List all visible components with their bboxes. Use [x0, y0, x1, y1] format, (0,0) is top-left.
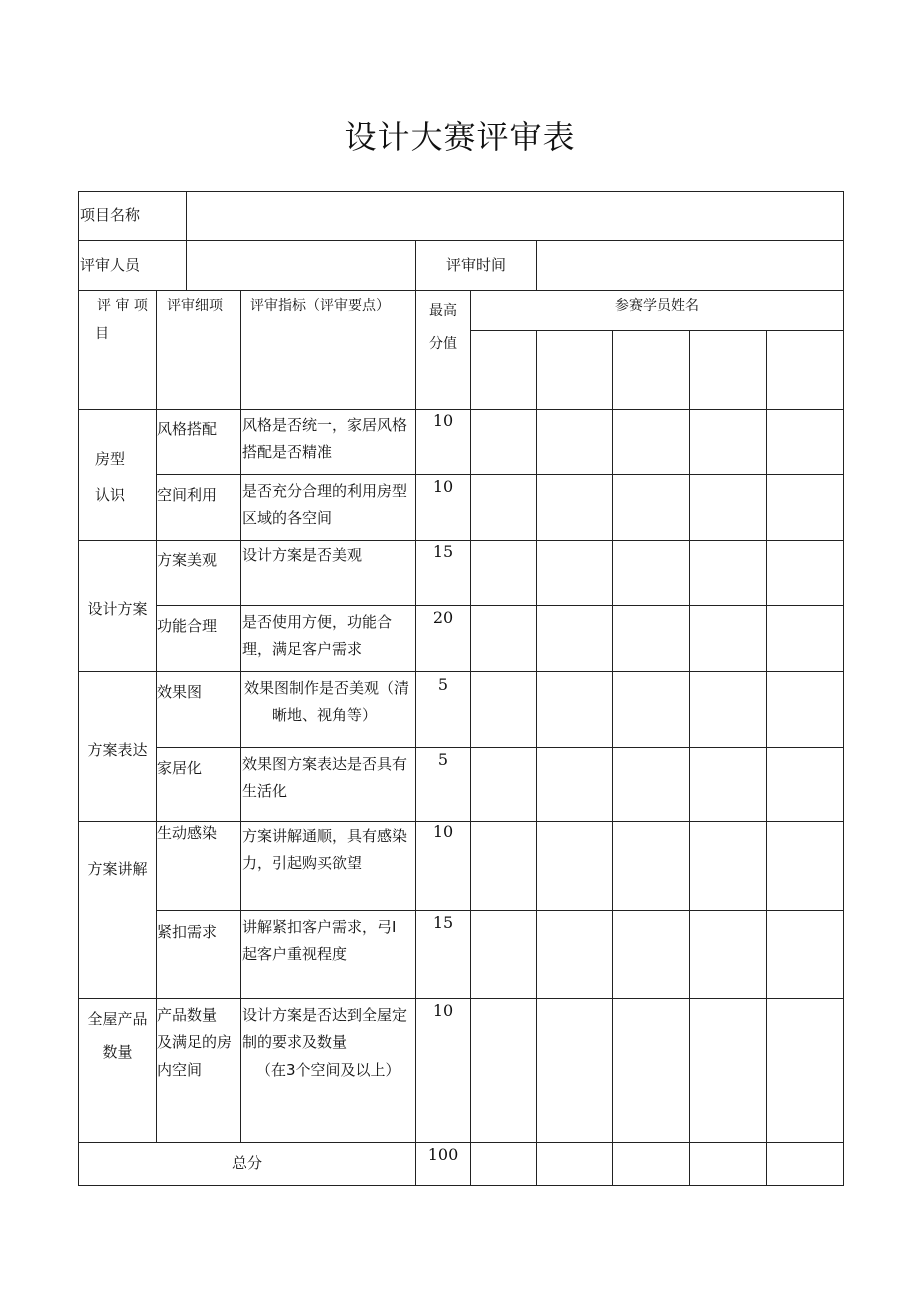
indicator-cell: 制的要求及数量 — [242, 1033, 348, 1051]
category-room-type-b: 认识 — [95, 486, 126, 504]
max-score-cell: 5 — [437, 675, 449, 694]
row-line — [471, 330, 844, 331]
page-title: 设计大赛评审表 — [344, 118, 576, 156]
max-score-cell: 15 — [432, 542, 454, 561]
detail-cell: 效果图 — [157, 683, 203, 701]
col-line — [612, 330, 613, 1186]
col-line — [186, 191, 187, 291]
indicator-cell: 风格是否统一，家居风格 — [242, 416, 408, 434]
category-plan-presentation: 方案讲解 — [87, 860, 148, 878]
indicator-cell: 晰地、视角等） — [272, 706, 378, 724]
indicator-cell: 效果图制作是否美观（清 — [244, 679, 410, 697]
indicator-cell: 效果图方案表达是否具有 — [242, 755, 408, 773]
row-line — [156, 605, 844, 606]
col-line — [689, 330, 690, 1186]
indicator-cell: 生活化 — [242, 782, 288, 800]
max-score-cell: 20 — [432, 608, 454, 627]
reviewer-label: 评审人员 — [80, 256, 141, 274]
detail-cell: 生动感染 — [157, 824, 218, 842]
col-line — [470, 290, 471, 1186]
detail-cell: 空间利用 — [157, 486, 218, 504]
project-name-label: 项目名称 — [80, 206, 141, 224]
row-line — [156, 474, 844, 475]
col-max-header-a: 最高 — [429, 303, 457, 319]
indicator-cell: 起客户重视程度 — [242, 945, 348, 963]
indicator-cell: 理，满足客户需求 — [242, 640, 363, 658]
table-border-top — [78, 191, 844, 192]
category-room-type-a: 房型 — [95, 450, 126, 468]
category-product-quantity-b: 数量 — [102, 1043, 133, 1061]
indicator-cell: 讲解紧扣客户需求，弓I — [242, 918, 397, 936]
detail-cell: 及满足的房 — [157, 1033, 233, 1051]
row-line — [78, 671, 844, 672]
indicator-cell: 方案讲解通顺，具有感染 — [242, 827, 408, 845]
table-border-right — [843, 191, 844, 1186]
max-score-cell: 10 — [432, 822, 454, 841]
category-plan-expression: 方案表达 — [87, 741, 148, 759]
indicator-cell: （在3个空间及以上） — [256, 1061, 401, 1079]
row-line — [78, 409, 844, 410]
row-line — [156, 747, 844, 748]
max-score-cell: 10 — [432, 1001, 454, 1020]
col-item-header-b: 目 — [95, 326, 109, 342]
col-item-header-a: 评 审 项 — [97, 298, 148, 314]
row-line — [78, 240, 844, 241]
indicator-cell: 设计方案是否达到全屋定 — [242, 1006, 408, 1024]
total-label: 总分 — [231, 1154, 262, 1172]
max-score-cell: 15 — [432, 913, 454, 932]
col-students-header: 参赛学员姓名 — [615, 298, 699, 314]
indicator-cell: 力，引起购买欲望 — [242, 854, 363, 872]
row-line — [78, 1142, 844, 1143]
max-score-cell: 5 — [437, 750, 449, 769]
col-line — [536, 330, 537, 1186]
detail-cell: 风格搭配 — [157, 420, 218, 438]
max-score-cell: 10 — [432, 477, 454, 496]
table-border-bottom — [78, 1185, 844, 1186]
detail-cell: 紧扣需求 — [157, 923, 218, 941]
col-line — [240, 290, 241, 1143]
max-score-cell: 10 — [432, 411, 454, 430]
detail-cell: 内空间 — [157, 1061, 203, 1079]
category-product-quantity-a: 全屋产品 — [87, 1010, 148, 1028]
indicator-cell: 搭配是否精准 — [242, 443, 333, 461]
row-line — [156, 910, 844, 911]
indicator-cell: 区域的各空间 — [242, 509, 333, 527]
indicator-cell: 是否充分合理的利用房型 — [242, 482, 408, 500]
indicator-cell: 设计方案是否美观 — [242, 546, 363, 564]
col-line — [766, 330, 767, 1186]
detail-cell: 家居化 — [157, 759, 203, 777]
category-design-plan: 设计方案 — [87, 600, 148, 618]
review-time-label: 评审时间 — [445, 256, 506, 274]
detail-cell: 产品数量 — [157, 1006, 218, 1024]
row-line — [78, 290, 844, 291]
indicator-cell: 是否使用方便，功能合 — [242, 613, 393, 631]
detail-cell: 功能合理 — [157, 617, 218, 635]
col-max-header-b: 分值 — [429, 336, 457, 352]
detail-cell: 方案美观 — [157, 551, 218, 569]
col-indicator-header: 评审指标（评审要点） — [250, 298, 390, 314]
col-line — [536, 240, 537, 291]
row-line — [78, 540, 844, 541]
total-score: 100 — [427, 1145, 459, 1164]
col-detail-header: 评审细项 — [167, 298, 223, 314]
row-line — [78, 998, 844, 999]
